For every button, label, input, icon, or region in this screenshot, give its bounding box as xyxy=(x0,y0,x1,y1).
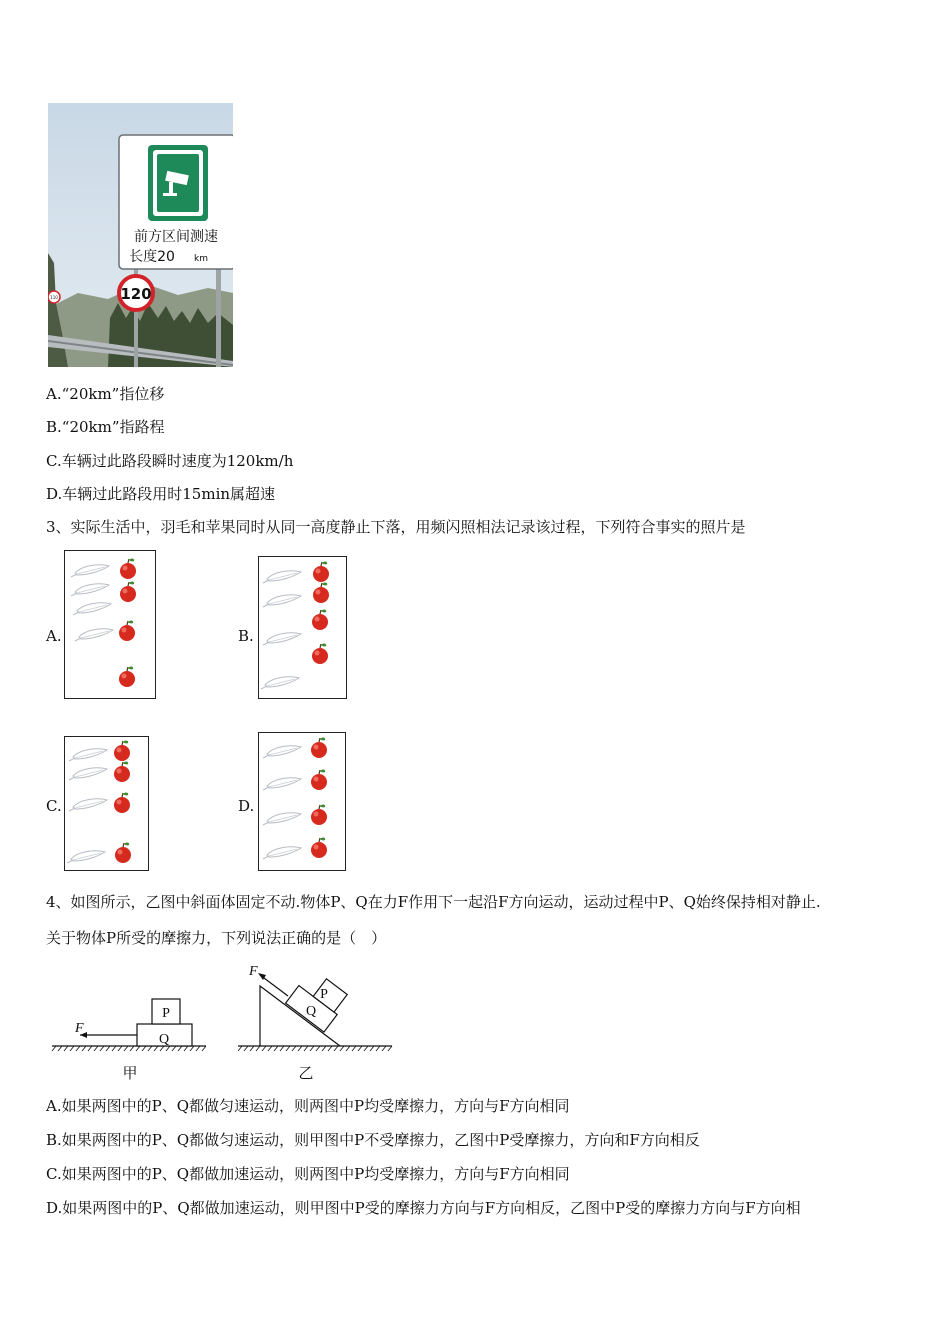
small-sign-value: 110 xyxy=(50,295,58,300)
q3-question: 3、实际生活中，羽毛和苹果同时从同一高度静止下落，用频闪照相法记录该过程，下列符合事实的照片是 xyxy=(46,518,746,536)
q3-photo-c xyxy=(64,736,149,871)
q3-photo-d xyxy=(258,732,346,871)
q4-figure-yi xyxy=(236,960,396,1085)
q4-option-b: B.如果两图中的P、Q都做匀速运动，则甲图中P不受摩擦力，乙图中P受摩擦力，方向和F方向相反 xyxy=(46,1131,700,1149)
q3-photo-a xyxy=(64,550,156,699)
q4-question-line2: 关于物体P所受的摩擦力，下列说法正确的是（ ） xyxy=(46,929,387,947)
jia-q-label: Q xyxy=(158,1032,170,1047)
q2-option-a: A.“20km”指位移 xyxy=(46,385,165,403)
sign-text-line1: 前方区间测速 xyxy=(134,229,218,245)
jia-p-label: P xyxy=(162,1006,170,1021)
yi-q-label: Q xyxy=(305,1004,317,1019)
yi-p-label: P xyxy=(320,987,328,1002)
sign-text-line2: 长度20 xyxy=(129,249,175,265)
road-sign-illustration xyxy=(48,103,233,367)
q3-label-b: B. xyxy=(238,627,254,645)
q4-option-d: D.如果两图中的P、Q都做加速运动，则甲图中P受的摩擦力方向与F方向相反，乙图中P受的摩擦力方向与F方向相 xyxy=(46,1199,801,1217)
q2-option-d: D.车辆过此路段用时15min属超速 xyxy=(46,485,276,503)
sign-text-unit: km xyxy=(194,254,208,264)
q4-question-line1: 4、如图所示，乙图中斜面体固定不动.物体P、Q在力F作用下一起沿F方向运动，运动过程中P、Q始终保持相对静止. xyxy=(46,893,821,911)
q3-photo-b xyxy=(258,556,347,699)
q3-label-c: C. xyxy=(46,797,62,815)
speed-limit-value: 120 xyxy=(120,285,152,303)
yi-force-label: F xyxy=(249,964,258,979)
q4-figure-jia xyxy=(50,990,210,1085)
jia-caption: 甲 xyxy=(122,1066,138,1082)
jia-force-label: F xyxy=(75,1021,84,1036)
q3-label-a: A. xyxy=(46,627,62,645)
q2-option-c: C.车辆过此路段瞬时速度为120km/h xyxy=(46,452,294,470)
yi-caption: 乙 xyxy=(298,1066,314,1082)
road-sign-photo xyxy=(48,103,233,367)
q2-option-b: B.“20km”指路程 xyxy=(46,418,165,436)
q4-option-a: A.如果两图中的P、Q都做匀速运动，则两图中P均受摩擦力，方向与F方向相同 xyxy=(46,1097,570,1115)
q4-option-c: C.如果两图中的P、Q都做加速运动，则两图中P均受摩擦力，方向与F方向相同 xyxy=(46,1165,570,1183)
q3-label-d: D. xyxy=(238,797,255,815)
